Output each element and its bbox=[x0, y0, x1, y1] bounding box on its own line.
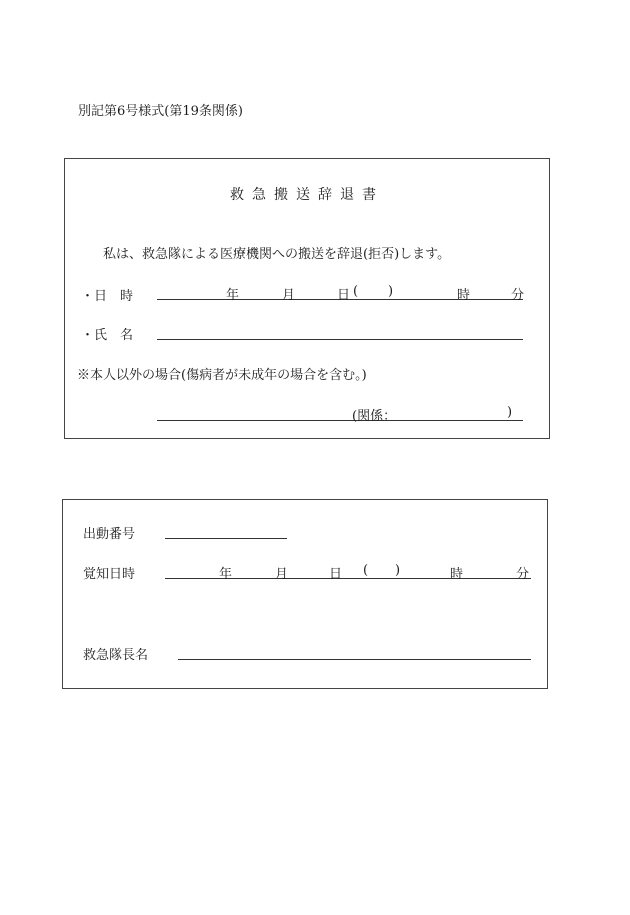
aware-paren-open: ( bbox=[363, 563, 369, 578]
month-unit: 月 bbox=[282, 288, 296, 303]
aware-hour-unit: 時 bbox=[450, 567, 464, 582]
aware-day-unit: 日 bbox=[329, 567, 343, 582]
weekday-paren-close: ) bbox=[388, 284, 394, 299]
form-number-note: 別記第6号様式(第19条関係) bbox=[78, 104, 243, 119]
aware-minute-unit: 分 bbox=[516, 567, 530, 582]
proxy-name-line[interactable] bbox=[157, 420, 523, 421]
aware-paren-close: ) bbox=[395, 563, 401, 578]
minute-unit: 分 bbox=[511, 288, 525, 303]
year-unit: 年 bbox=[226, 288, 240, 303]
hour-unit: 時 bbox=[457, 288, 471, 303]
dispatch-number-label: 出動番号 bbox=[83, 527, 136, 542]
captain-name-line[interactable] bbox=[178, 659, 531, 660]
day-unit: 日 bbox=[337, 288, 351, 303]
name-field-line[interactable] bbox=[157, 339, 523, 340]
form-title: 救急搬送辞退書 bbox=[230, 187, 384, 203]
relation-paren-close: ) bbox=[507, 405, 513, 420]
captain-label: 救急隊長名 bbox=[83, 648, 149, 663]
refusal-statement: 私は、救急隊による医療機関への搬送を辞退(拒否)します。 bbox=[103, 247, 451, 262]
aware-year-unit: 年 bbox=[219, 567, 233, 582]
refusal-form-box bbox=[64, 158, 550, 439]
dispatch-info-box bbox=[62, 499, 548, 689]
weekday-paren-open: ( bbox=[353, 284, 359, 299]
proxy-note: ※本人以外の場合(傷病者が未成年の場合を含む。) bbox=[77, 368, 367, 383]
datetime-label: ・日 時 bbox=[81, 289, 134, 304]
aware-month-unit: 月 bbox=[275, 567, 289, 582]
dispatch-number-line[interactable] bbox=[165, 538, 287, 539]
aware-time-label: 覚知日時 bbox=[83, 567, 136, 582]
name-label: ・氏 名 bbox=[81, 328, 134, 343]
relation-label: (関係： bbox=[352, 409, 397, 424]
